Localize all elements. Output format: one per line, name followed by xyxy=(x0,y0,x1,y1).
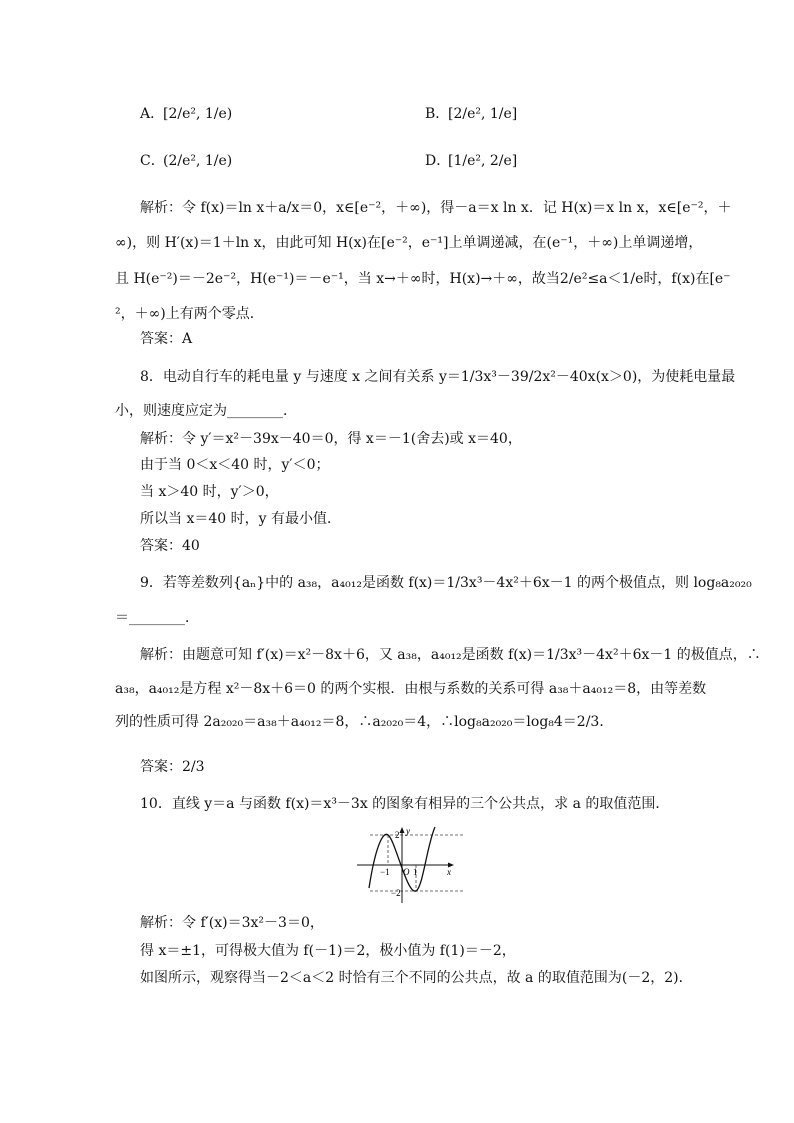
q9-answer: 答案：2/3 xyxy=(140,759,205,775)
q9-solution-line-3: 列的性质可得 2a₂₀₂₀＝a₃₈＋a₄₀₁₂＝8，∴a₂₀₂₀＝4，∴log₈a₂₀₂₀＝log₈4＝2/3． xyxy=(115,714,614,730)
q9-stem-line-2: ＝________． xyxy=(115,610,199,626)
q7-solution-line-1: 解析：令 f(x)＝ln x＋a/x＝0，x∈[e⁻²，＋∞)，得－a＝x ln x．记 H(x)＝x ln x，x∈[e⁻²，＋ xyxy=(140,200,732,216)
tick-label-y-2: 2 xyxy=(395,830,400,840)
q8-solution-line-2: 由于当 0＜x＜40 时，y′＜0； xyxy=(140,457,330,473)
option-d-label: D． xyxy=(425,153,451,169)
y-axis-label: y xyxy=(406,826,410,836)
option-a-label: A． xyxy=(140,106,165,122)
option-a-value: [2/e², 1/e) xyxy=(163,106,233,122)
option-b-label: B． xyxy=(425,106,450,122)
q8-stem-line-1: 8．电动自行车的耗电量 y 与速度 x 之间有关系 y＝1/3x³－39/2x²－40x(x＞0)，为使耗电量最 xyxy=(140,369,736,385)
q8-solution-line-4: 所以当 x＝40 时，y 有最小值． xyxy=(140,511,341,527)
q10-solution-line-1: 解析：令 f′(x)＝3x²－3＝0， xyxy=(140,915,324,931)
tick-label-y-neg2: −2 xyxy=(391,888,401,898)
cubic-function-graph xyxy=(355,825,465,905)
q8-answer: 答案：40 xyxy=(140,538,200,554)
q10-solution-line-2: 得 x＝±1，可得极大值为 f(－1)＝2，极小值为 f(1)＝－2， xyxy=(140,943,516,959)
q10-stem: 10．直线 y＝a 与函数 f(x)＝x³－3x 的图象有相异的三个公共点，求 a 的取值范围． xyxy=(140,796,670,812)
q7-solution-line-2: ∞)，则 H′(x)＝1＋ln x，由此可知 H(x)在[e⁻²，e⁻¹]上单调递减，在(e⁻¹，＋∞)上单调递增， xyxy=(115,235,703,251)
q8-stem-line-2: 小，则速度应定为________． xyxy=(115,403,297,419)
q7-answer: 答案：A xyxy=(140,331,193,347)
origin-label: O xyxy=(403,867,410,877)
option-b-value: [2/e², 1/e] xyxy=(448,106,518,122)
y-axis-arrow xyxy=(400,827,405,833)
tick-label-x-neg1: −1 xyxy=(380,867,390,877)
q7-solution-line-3: 且 H(e⁻²)＝－2e⁻²，H(e⁻¹)＝－e⁻¹，当 x→＋∞时，H(x)→＋∞，故当2/e²≤a＜1/e时，f(x)在[e⁻ xyxy=(115,271,731,287)
q9-solution-line-2: a₃₈，a₄₀₁₂是方程 x²－8x＋6＝0 的两个实根．由根与系数的关系可得 a₃₈＋a₄₀₁₂＝8，由等差数 xyxy=(115,681,707,697)
q9-solution-line-1: 解析：由题意可知 f′(x)＝x²－8x＋6，又 a₃₈，a₄₀₁₂是函数 f(x)＝1/3x³－4x²＋6x－1 的极值点，∴ xyxy=(140,647,761,663)
q9-stem-line-1: 9．若等差数列{aₙ}中的 a₃₈，a₄₀₁₂是函数 f(x)＝1/3x³－4x²＋6x－1 的两个极值点，则 log₈a₂₀₂₀ xyxy=(140,575,752,591)
option-c-value: (2/e², 1/e) xyxy=(163,153,233,169)
q8-solution-line-1: 解析：令 y′＝x²－39x－40＝0，得 x＝－1(舍去)或 x＝40， xyxy=(140,431,522,447)
option-d-value: [1/e², 2/e] xyxy=(448,153,518,169)
q10-solution-line-3: 如图所示，观察得当－2＜a＜2 时恰有三个不同的公共点，故 a 的取值范围为(－2，2)． xyxy=(140,970,693,986)
option-c-label: C． xyxy=(140,153,165,169)
x-axis-label: x xyxy=(447,867,451,877)
q8-solution-line-3: 当 x＞40 时，y′＞0， xyxy=(140,484,279,500)
tick-label-x-1: 1 xyxy=(413,867,418,877)
q7-solution-line-4: ²，＋∞)上有两个零点． xyxy=(115,306,264,322)
